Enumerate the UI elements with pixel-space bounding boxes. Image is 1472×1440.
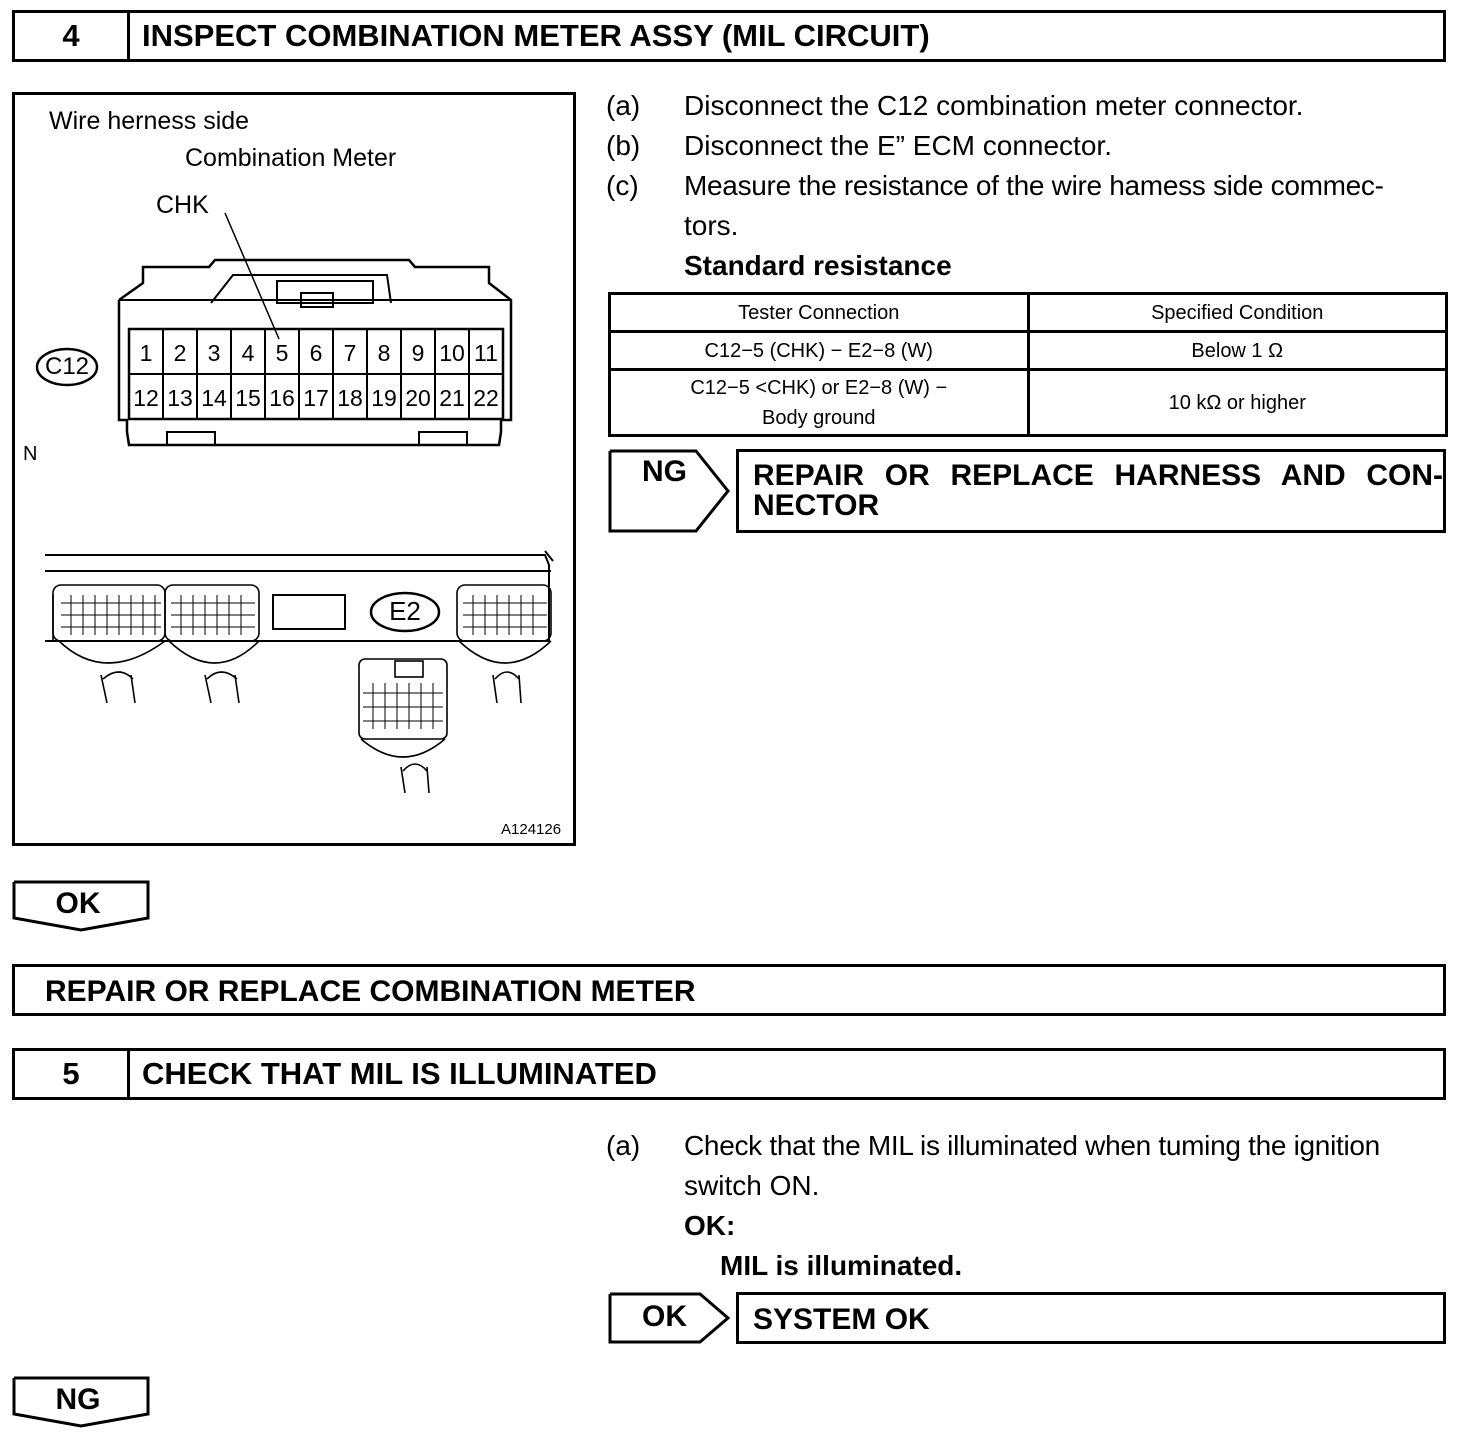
instruction-label: (a)	[606, 90, 641, 121]
ok-arrow-step4	[12, 880, 150, 932]
ng-arrow-step5	[12, 1376, 150, 1428]
instruction-text: Disconnect the E” ECM connector.	[684, 130, 1112, 161]
ok-label: OK	[642, 1300, 687, 1333]
pin-label: 7	[343, 340, 357, 366]
ok-arrow-step5	[608, 1292, 732, 1344]
ok-result-step4	[12, 964, 1446, 1016]
ok-label: OK	[55, 887, 101, 920]
chk-label: CHK	[156, 191, 209, 219]
pin-label: 10	[439, 340, 465, 366]
connector-drawing	[15, 95, 573, 843]
pin-label: 3	[207, 340, 221, 366]
c12-connector-label: C12	[44, 353, 90, 380]
pin-label: 11	[474, 340, 498, 366]
pin-row-top	[129, 331, 503, 375]
pin-label: 22	[473, 385, 499, 411]
wire-harness-side-label: Wire herness side	[49, 107, 250, 135]
pin-label: 2	[173, 340, 187, 366]
pin-label: 15	[235, 385, 261, 411]
pin-row-bottom	[129, 376, 503, 420]
ng-result-step4	[736, 449, 1446, 533]
e2-connector-label: E2	[389, 596, 421, 626]
table-cell: Below 1 Ω	[1028, 332, 1447, 370]
step-5-title: CHECK THAT MIL IS ILLUMINATED	[142, 1056, 657, 1091]
table-header: Tester Connection	[610, 294, 1029, 332]
instruction-label: (a)	[606, 1130, 641, 1161]
ng-label: NG	[55, 1383, 101, 1416]
pin-label: 12	[133, 385, 159, 411]
instruction-text: Check that the MIL is illuminated when tuming the ignition	[684, 1130, 1380, 1161]
pin-label: 14	[201, 385, 227, 411]
pin-label: 20	[405, 385, 431, 411]
table-cell: C12−5 <CHK) or E2−8 (W) − Body ground	[610, 370, 1029, 436]
pin-label: 17	[303, 385, 329, 411]
standard-resistance-heading: Standard resistance	[684, 250, 952, 281]
pin-label: 16	[269, 385, 295, 411]
pin-label: 5	[275, 340, 289, 366]
step-5-header	[12, 1048, 1446, 1100]
instruction-text: tors.	[684, 210, 739, 241]
pin-label: 6	[309, 340, 323, 366]
instruction-text: Disconnect the C12 combination meter connector.	[684, 90, 1304, 121]
instruction-label: (c)	[606, 170, 639, 201]
system-ok-result	[736, 1292, 1446, 1344]
pin-label: 13	[167, 385, 193, 411]
table-header: Specified Condition	[1028, 294, 1447, 332]
ok-result-text: REPAIR OR REPLACE COMBINATION METER	[45, 975, 696, 1008]
pin-label: 8	[377, 340, 391, 366]
step-5-number: 5	[15, 1051, 130, 1097]
pin-label: 1	[139, 340, 153, 366]
ok-condition: MIL is illuminated.	[720, 1250, 963, 1281]
table-cell: 10 kΩ or higher	[1028, 370, 1447, 436]
n-label: N	[23, 443, 38, 465]
instruction-text: Measure the resistance of the wire hamess side commec-	[684, 170, 1384, 201]
pin-label: 4	[241, 340, 255, 366]
connector-figure	[12, 92, 576, 846]
instruction-label: (b)	[606, 130, 641, 161]
ok-heading: OK:	[684, 1210, 736, 1241]
pin-label: 21	[439, 385, 465, 411]
step-4-title: INSPECT COMBINATION METER ASSY (MIL CIRCUIT)	[142, 18, 930, 53]
ng-arrow-step4	[608, 449, 732, 533]
ng-label: NG	[642, 455, 687, 488]
step-4-header	[12, 10, 1446, 62]
pin-label: 18	[337, 385, 363, 411]
pin-label: 9	[411, 340, 425, 366]
figure-id: A124126	[501, 821, 562, 838]
system-ok-text: SYSTEM OK	[753, 1303, 930, 1336]
table-cell: C12−5 (CHK) − E2−8 (W)	[610, 332, 1029, 370]
resistance-table	[608, 292, 1448, 437]
combination-meter-label: Combination Meter	[185, 144, 397, 172]
ng-result-line: NECTOR	[753, 489, 880, 522]
instruction-text: switch ON.	[684, 1170, 820, 1201]
ng-result-line: REPAIR OR REPLACE HARNESS AND CON-	[753, 459, 1444, 492]
pin-label: 19	[371, 385, 397, 411]
step-4-number: 4	[15, 13, 130, 59]
